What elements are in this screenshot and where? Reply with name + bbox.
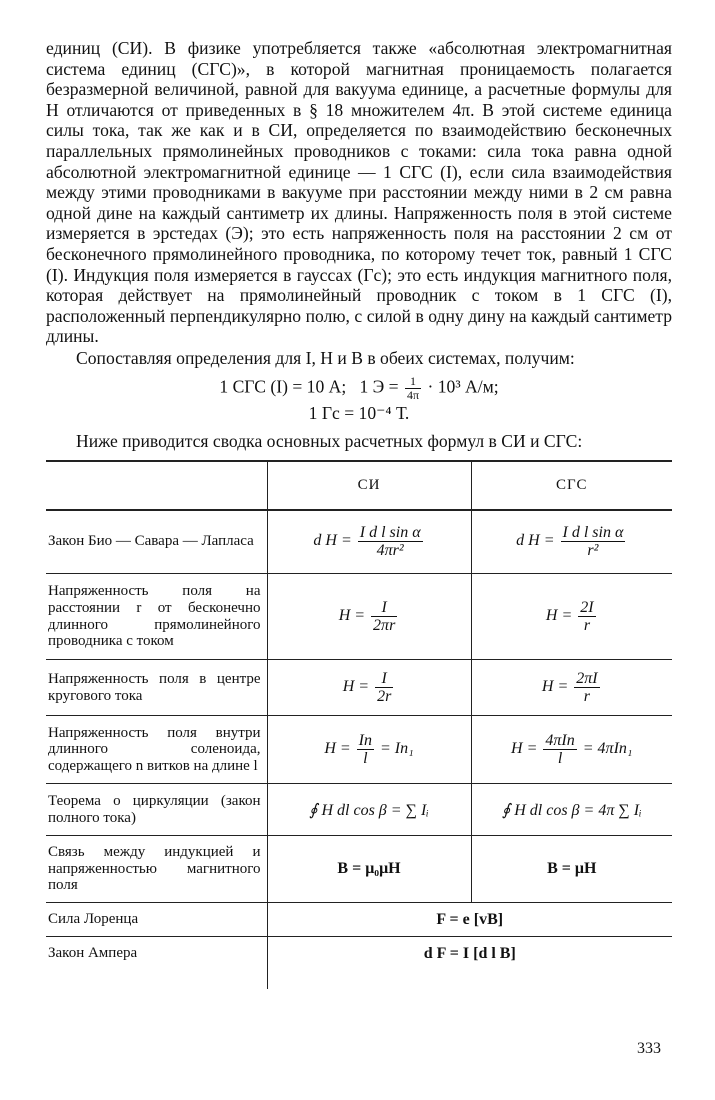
fraction-denominator: 4π [407, 387, 420, 402]
formula-numerator: I [375, 670, 393, 688]
table-row [46, 716, 672, 784]
formula-denominator: l [557, 750, 563, 767]
formula-lhs: d H = [516, 532, 555, 550]
formula-lhs: H = [324, 740, 351, 758]
formula-text: B = μH [547, 860, 597, 877]
formula-text: ∮ H dl cos β = ∑ Iᵢ [309, 801, 429, 819]
formula-numerator: 4πIn [545, 732, 575, 749]
header-si: СИ [267, 461, 471, 510]
formula-table [46, 460, 672, 989]
formula-fraction [358, 524, 423, 559]
formula-rhs: = In₁ [380, 740, 414, 758]
formula-si [267, 660, 471, 716]
law-name: Теорема о циркуляции (закон полного тока) [46, 784, 267, 836]
formula-fraction [574, 670, 599, 705]
formula-lhs: H = [338, 607, 366, 625]
law-name: Закон Био — Савара — Лапласа [46, 510, 267, 574]
law-name: Напряженность поля внутри длинного соленоида, содержащего n витков на длине l [46, 716, 267, 784]
formula-denominator: r² [587, 542, 599, 560]
law-name: Напряженность поля на расстоянии r от бесконечно длинного прямолинейного проводника с током [46, 574, 267, 660]
table-row [46, 510, 672, 574]
page-content [46, 38, 672, 989]
law-name: Сила Лоренца [46, 903, 267, 937]
formula-lhs: H = [545, 607, 573, 625]
formula-rhs: = 4πIn₁ [582, 740, 633, 758]
formula-si [267, 510, 471, 574]
formula-si [267, 784, 471, 836]
formula-cgs [471, 784, 672, 836]
paragraph-2: Сопоставляя определения для I, H и B в обеих системах, получим: [76, 347, 575, 368]
table-row [46, 660, 672, 716]
formula-denominator: r [583, 688, 591, 705]
formula-fraction [561, 524, 626, 559]
formula-both [267, 903, 672, 937]
formula-gauss: 1 Гс = 10⁻⁴ Т. [308, 402, 410, 423]
page-number: 333 [637, 1040, 661, 1057]
formula-denominator: 2πr [373, 617, 396, 634]
formula-oersted-value: · 10³ А/м; [427, 376, 499, 397]
formula-fraction [371, 599, 397, 634]
law-name: Напряженность поля в центре кругового тока [46, 660, 267, 716]
formula-cgs [471, 574, 672, 660]
header-law [46, 461, 267, 510]
formula-lhs: H = [511, 740, 538, 758]
table-row [46, 937, 672, 989]
formula-si [267, 836, 471, 903]
formula-numerator: I d l sin α [359, 524, 421, 542]
table-row [46, 784, 672, 836]
formula-cgs [471, 660, 672, 716]
formula-numerator: In [358, 732, 372, 749]
formula-fraction [578, 599, 595, 634]
formula-line-1 [46, 375, 672, 402]
table-row [46, 574, 672, 660]
fraction-1-over-4pi [405, 375, 421, 402]
formula-both [267, 937, 672, 989]
formula-numerator: I [371, 599, 397, 617]
formula-lhs: d H = [313, 532, 352, 550]
header-cgs: СГС [471, 461, 672, 510]
fraction-numerator: 1 [405, 375, 421, 389]
formula-si [267, 716, 471, 784]
formula-si [267, 574, 471, 660]
formula-text: ∮ H dl cos β = 4π ∑ Iᵢ [501, 801, 642, 819]
formula-lhs: H = [342, 678, 370, 696]
formula-text: F = e [vB] [436, 910, 504, 928]
formula-oersted: 1 Э = [359, 376, 399, 397]
table-intro: Ниже приводится сводка основных расчетных формул в СИ и СГС: [76, 430, 583, 451]
formula-text: d F = I [d l B] [423, 945, 516, 962]
formula-cgs [471, 716, 672, 784]
law-name: Закон Ампера [48, 945, 138, 961]
formula-denominator: 2r [377, 688, 392, 705]
formula-numerator: 2πI [576, 670, 598, 687]
paragraph-1: единиц (СИ). В физике употребляется также «абсолютная электромагнитная система единиц (СГС)», в которой магнитная проницаемость полагается безразмерной величиной, равной для вакуума единице, а расчетные формулы для H отличаются от приведенных в § 18 множителем 4π. В этой системе единица силы тока, так же как и в СИ, определяется по взаимодействию бесконечных параллельных прямолинейных проводников с токами: сила тока равна одной абсолютной электромагнитной единице — 1 СГС (I), если сила взаимодействия между этими проводниками в вакууме при расстоянии между ними в 2 см равна одной дине на каждый сантиметр их длины. Напряженность поля в этой системе измеряется в эрстедах (Э); это есть напряженность поля на расстоянии 2 см от бесконечного прямолинейного проводника, по которому течет ток, равный 1 СГС (I). Индукция поля измеряется в гауссах (Гс); это есть индукция магнитного поля, которая действует на прямолинейный проводник с током в 1 СГС (I), расположенный перпендикулярно полю, с силой в одну дину на каждый сантиметр длины. [46, 38, 672, 347]
formula-numerator: I d l sin α [562, 524, 624, 542]
formula-denominator: r [583, 617, 591, 634]
formula-denominator: l [363, 750, 368, 767]
formula-fraction [357, 732, 374, 767]
table-row [46, 836, 672, 903]
law-name: Связь между индукцией и напряженностью магнитного поля [46, 836, 267, 903]
formula-denominator: 4πr² [376, 542, 404, 560]
table-header-row [46, 461, 672, 510]
formula-cgs [471, 836, 672, 903]
formula-text: B = μ₀μH [337, 860, 401, 877]
formula-fraction [543, 732, 576, 767]
formula-lhs: H = [541, 678, 569, 696]
formula-cgs-current: 1 СГС (I) = 10 А; [219, 376, 347, 397]
formula-cgs [471, 510, 672, 574]
unit-relations [46, 375, 672, 424]
table-row [46, 903, 672, 937]
formula-numerator: 2I [580, 599, 594, 616]
formula-fraction [375, 670, 393, 705]
